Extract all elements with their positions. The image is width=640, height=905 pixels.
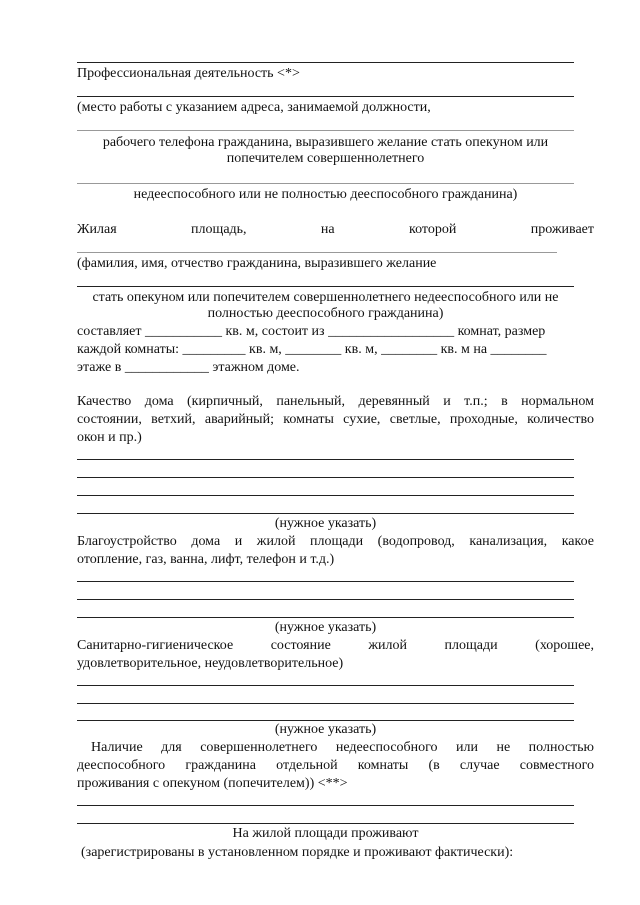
fill-line	[77, 96, 574, 97]
fill-line	[77, 513, 574, 514]
fill-line	[77, 720, 574, 721]
living-hint-3: полностью дееспособного гражданина)	[207, 306, 444, 321]
room-line-1: Наличие для совершеннолетнего недееспособного или не полностью	[91, 740, 594, 755]
fill-line	[77, 286, 574, 287]
fill-line	[77, 581, 574, 582]
living-hint-1: (фамилия, имя, отчество гражданина, выразившего желание	[77, 256, 437, 271]
sanitary-line-1: Санитарно-гигиеническое состояние жилой площади (хорошее,	[77, 638, 594, 653]
quality-hint: (нужное указать)	[274, 516, 377, 531]
prof-hint-3: попечителем совершеннолетнего	[226, 151, 425, 166]
prof-hint-1: (место работы с указанием адреса, занимаемой должности,	[77, 100, 431, 115]
fill-line	[77, 805, 574, 806]
prof-hint-2: рабочего телефона гражданина, выразившего желание стать опекуном или	[102, 135, 549, 150]
prof-label: Профессиональная деятельность <*>	[77, 66, 300, 81]
fill-line	[77, 477, 574, 478]
room-line-2: дееспособного гражданина отдельной комнаты (в случае совместного	[77, 758, 594, 773]
amenities-line-2: отопление, газ, ванна, лифт, телефон и т.д.)	[77, 552, 335, 567]
fill-line	[77, 617, 574, 618]
fill-line	[77, 459, 574, 460]
living-row-1: составляет ___________ кв. м, состоит из __________________ комнат, размер	[77, 324, 546, 339]
living-line-1: Жилая площадь, на которой проживает	[77, 222, 594, 237]
fill-line	[77, 703, 574, 704]
quality-line-1: Качество дома (кирпичный, панельный, деревянный и т.п.; в нормальном	[77, 394, 594, 409]
residents-title: На жилой площади проживают	[232, 826, 419, 841]
fill-line	[77, 252, 557, 253]
residents-subtitle: (зарегистрированы в установленном порядке и проживают фактически):	[81, 845, 514, 860]
fill-line	[77, 183, 574, 184]
sanitary-hint: (нужное указать)	[274, 722, 377, 737]
fill-line	[77, 599, 574, 600]
amenities-line-1: Благоустройство дома и жилой площади (водопровод, канализация, какое	[77, 534, 594, 549]
fill-line	[77, 685, 574, 686]
prof-hint-4: недееспособного или не полностью дееспособного гражданина)	[133, 187, 518, 202]
fill-line	[77, 130, 574, 131]
living-hint-2: стать опекуном или попечителем совершеннолетнего недееспособного или не	[92, 290, 559, 305]
fill-line	[77, 823, 574, 824]
fill-line	[77, 62, 574, 63]
living-row-3: этаже в ____________ этажном доме.	[77, 360, 300, 375]
quality-line-3: окон и пр.)	[77, 430, 142, 445]
quality-line-2: состоянии, ветхий, аварийный; комнаты сухие, светлые, проходные, количество	[77, 412, 594, 427]
amenities-hint: (нужное указать)	[274, 620, 377, 635]
fill-line	[77, 495, 574, 496]
living-row-2: каждой комнаты: _________ кв. м, ________ кв. м, ________ кв. м на ________	[77, 342, 547, 357]
room-line-3: проживания с опекуном (попечителем)) <**>	[77, 776, 348, 791]
sanitary-line-2: удовлетворительное, неудовлетворительное)	[77, 656, 344, 671]
